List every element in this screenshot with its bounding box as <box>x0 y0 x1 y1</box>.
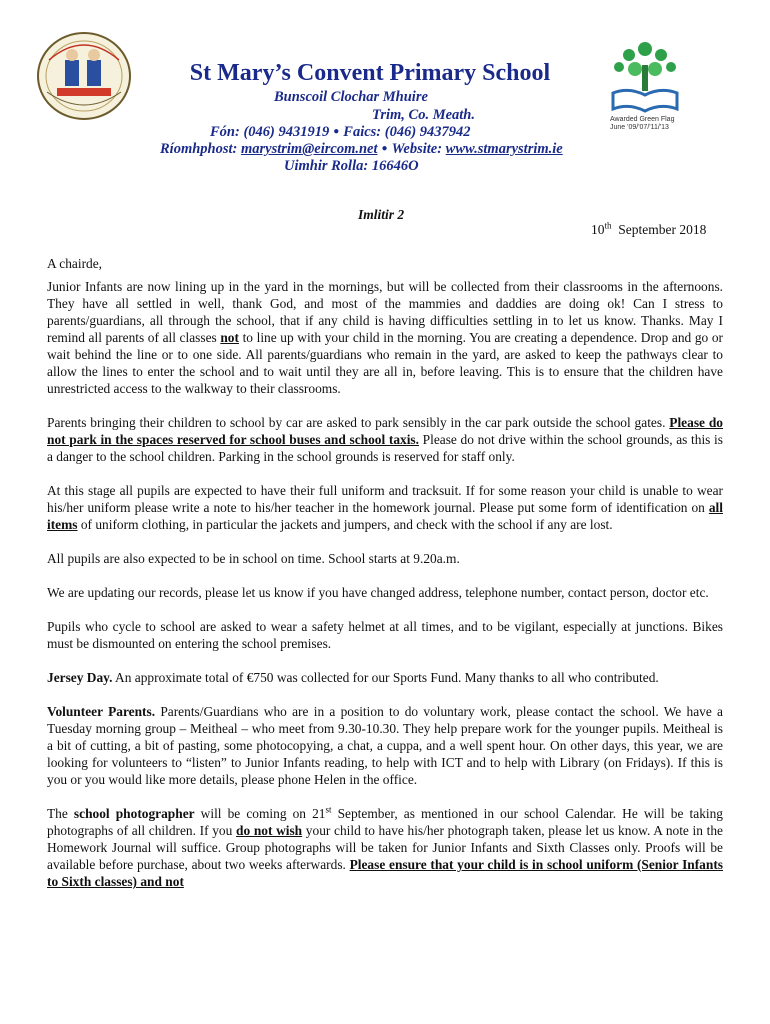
roll-number: Uimhir Rolla: 16646O <box>284 158 419 174</box>
p9-emphasis-3: Please ensure that your child is in school uniform (Senior Infants to Sixth classes) and not <box>47 857 723 889</box>
paragraph-punctuality: All pupils are also expected to be in school on time. School starts at 9.20a.m. <box>47 551 460 566</box>
p9-text-b: will be coming on 21 <box>194 806 326 821</box>
flag-caption-line1: Awarded Green Flag <box>610 116 675 123</box>
p8-text: Parents/Guardians who are in a position to do voluntary work, please contact the school. We have a Tuesday morning group – Meitheal – who meet from 9.30-10.30. They help prepare work for the younger pupils. Meitheal is a bit of cutting, a bit of pasting, some photocopying, a chat, a cuppa, and a well spent hour. On other days, this year, we are looking for volunteers to “listen” to Junior Infants reading, to help with ICT and to help with Library (on Fridays). If this is you or you would like more details, please phone Helen in the office. <box>47 704 723 787</box>
p9-text-d: your child to have his/her photograph taken, please let us know. A note in the Homework Journal will suffice. Group photographs will be taken for Junior Infants and Sixth Classes only. Proofs will be available before purchase, about two weeks afterwards. <box>47 823 723 872</box>
p9-sup: st <box>325 804 332 815</box>
green-flag-caption <box>610 116 720 132</box>
flag-caption-line2: June '09/'07/'11/'13 <box>610 124 669 131</box>
p9-emphasis-2: do not wish <box>236 823 303 838</box>
greeting: A chairde, <box>47 256 103 271</box>
website-link[interactable]: www.stmarystrim.ie <box>445 141 563 157</box>
paragraph-uniform <box>47 482 723 533</box>
email-label: Ríomhphost: <box>160 141 238 157</box>
irish-school-name: Bunscoil Clochar Mhuire <box>274 89 428 105</box>
p1-text-b: to line up with your child in the morning. You are creating a dependence. Drop and go or wait behind the line or to one side. All parents/guardians who remain in the yard, are asked to keep the pathways clear to allow the lines to enter the school and to wait until they are all in, before leaving. This is to ensure that the children have unrestricted access to the walkway to their classrooms. <box>47 330 723 396</box>
contact-email-web <box>160 141 563 158</box>
newsletter-title: Imlitir 2 <box>358 207 405 222</box>
paragraph-parking <box>47 414 723 465</box>
p9-emphasis-1: school photographer <box>73 806 195 821</box>
p9-text-a: The <box>47 806 74 821</box>
school-address: Trim, Co. Meath. <box>372 107 475 123</box>
website-label: Website: <box>391 141 443 157</box>
p1-emphasis-not: not <box>220 330 239 345</box>
paragraph-junior-infants <box>47 278 723 397</box>
p2-text-a: Parents bringing their children to school by car are asked to park sensibly in the car park outside the school gates. <box>47 415 670 430</box>
fax-number: Faics: (046) 9437942 <box>343 124 471 140</box>
date-rest: September 2018 <box>618 222 707 237</box>
paragraph-records: We are updating our records, please let us know if you have changed address, telephone number, contact person, doctor etc. <box>47 585 709 600</box>
p7-heading: Jersey Day. <box>47 670 113 685</box>
letter-body <box>47 255 723 907</box>
paragraph-photographer <box>47 805 723 890</box>
email-link[interactable]: marystrim@eircom.net <box>240 141 378 157</box>
bullet-icon: ● <box>381 143 388 154</box>
bullet-icon: ● <box>333 126 340 137</box>
p3-text-b: of uniform clothing, in particular the jackets and jumpers, and check with the school if any are lost. <box>77 517 613 532</box>
letter-date <box>591 222 706 238</box>
phone-number: Fón: (046) 9431919 <box>210 124 330 140</box>
school-name: St Mary’s Convent Primary School <box>189 60 551 86</box>
paragraph-cycling: Pupils who cycle to school are asked to wear a safety helmet at all times, and to be vigilant, especially at junctions. Bikes must be dismounted on entering the school premises. <box>47 619 723 651</box>
p7-text: An approximate total of €750 was collected for our Sports Fund. Many thanks to all who contributed. <box>112 670 659 685</box>
contact-phone-fax <box>210 124 471 141</box>
p3-text-a: At this stage all pupils are expected to have their full uniform and tracksuit. If for some reason your child is unable to wear his/her uniform please write a note to his/her teacher in the homework journal. Please put some form of identification on <box>47 483 723 515</box>
p2-emphasis: Please do not park in the spaces reserved for school buses and school taxis. <box>47 415 723 447</box>
p2-text-b: Please do not drive within the school grounds, as this is a danger to the school children. Parking in the school grounds is reserved for staff only. <box>47 432 723 464</box>
p8-heading: Volunteer Parents. <box>47 704 156 719</box>
date-suffix: th <box>604 220 612 231</box>
p1-text-a: Junior Infants are now lining up in the yard in the mornings, but will be collected from their classrooms in the afternoons. They have all settled in well, thank God, and most of the mammies and daddies are doing ok! Can I stress to parents/guardians, all through the school, that if any child is having difficulties settling in to let us know. Thanks. May I remind all parents of all classes <box>47 279 723 345</box>
paragraph-jersey-day <box>47 669 723 686</box>
paragraph-volunteers <box>47 703 723 788</box>
p3-emphasis: all items <box>47 500 723 532</box>
date-day: 10 <box>591 222 605 237</box>
p9-text-c: September, as mentioned in our school Calendar. He will be taking photographs of all children. If you <box>47 806 724 838</box>
